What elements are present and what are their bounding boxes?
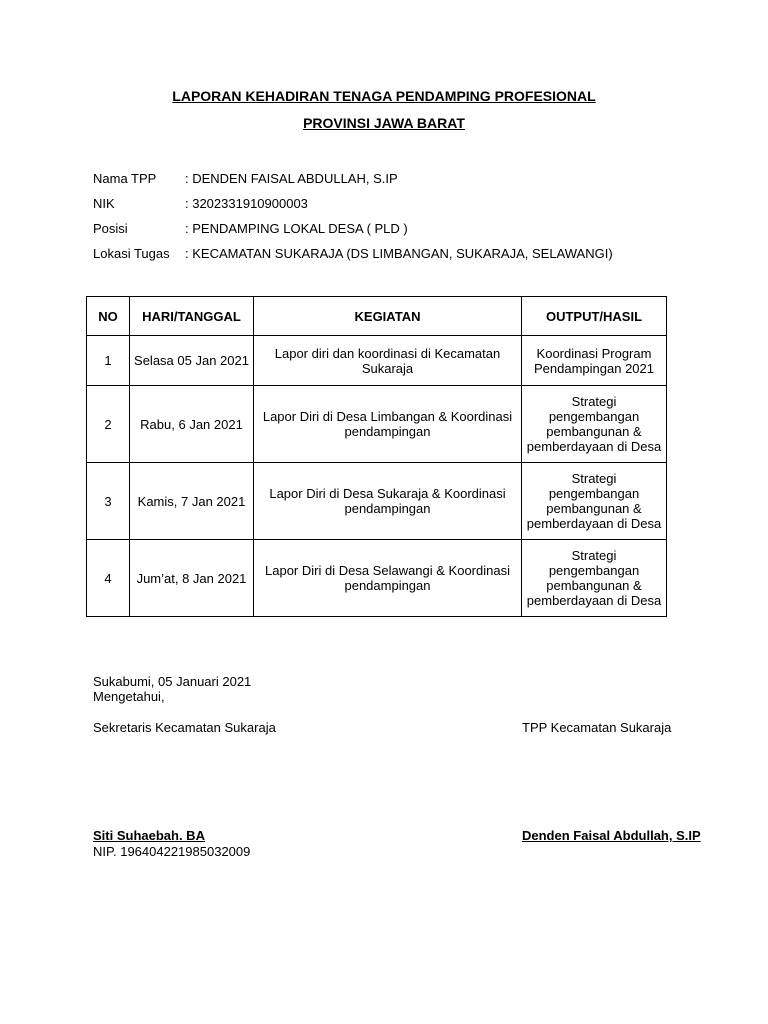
cell-kegiatan: Lapor Diri di Desa Selawangi & Koordinasi pendampingan	[254, 540, 522, 617]
lokasi-label: Lokasi Tugas	[93, 246, 170, 261]
posisi-label: Posisi	[93, 221, 128, 236]
right-signatory-role: TPP Kecamatan Sukaraja	[522, 720, 672, 735]
cell-no: 3	[87, 463, 130, 540]
cell-kegiatan: Lapor diri dan koordinasi di Kecamatan Sukaraja	[254, 336, 522, 386]
table-header-row	[87, 297, 667, 336]
lokasi-value: : KECAMATAN SUKARAJA (DS LIMBANGAN, SUKARAJA, SELAWANGI)	[185, 246, 613, 261]
nik-value: : 3202331910900003	[185, 196, 308, 211]
right-signatory-name: Denden Faisal Abdullah, S.IP	[522, 828, 701, 843]
table-row	[87, 463, 667, 540]
header-kegiatan: KEGIATAN	[254, 297, 522, 336]
posisi-value: : PENDAMPING LOKAL DESA ( PLD )	[185, 221, 408, 236]
header-no: NO	[87, 297, 130, 336]
info-posisi-row	[93, 221, 408, 236]
cell-output: Strategi pengembangan pembangunan & pemberdayaan di Desa	[522, 386, 667, 463]
nama-label: Nama TPP	[93, 171, 157, 186]
cell-no: 4	[87, 540, 130, 617]
left-signatory-role: Sekretaris Kecamatan Sukaraja	[93, 720, 276, 735]
document-title: LAPORAN KEHADIRAN TENAGA PENDAMPING PROFESIONAL	[172, 88, 596, 104]
header-hari-tanggal: HARI/TANGGAL	[130, 297, 254, 336]
place-date: Sukabumi, 05 Januari 2021	[93, 674, 252, 689]
cell-no: 2	[87, 386, 130, 463]
table-row	[87, 540, 667, 617]
cell-hari: Jum’at, 8 Jan 2021	[130, 540, 254, 617]
cell-kegiatan: Lapor Diri di Desa Sukaraja & Koordinasi pendampingan	[254, 463, 522, 540]
left-signatory-name: Siti Suhaebah. BA	[93, 828, 205, 843]
table-row	[87, 386, 667, 463]
table-row	[87, 336, 667, 386]
cell-hari: Selasa 05 Jan 2021	[130, 336, 254, 386]
cell-output: Koordinasi Program Pendampingan 2021	[522, 336, 667, 386]
cell-output: Strategi pengembangan pembangunan & pemberdayaan di Desa	[522, 540, 667, 617]
cell-no: 1	[87, 336, 130, 386]
attendance-table	[86, 296, 667, 617]
info-nama-row	[93, 171, 398, 186]
acknowledged-label: Mengetahui,	[93, 689, 165, 704]
nik-label: NIK	[93, 196, 115, 211]
cell-hari: Kamis, 7 Jan 2021	[130, 463, 254, 540]
nama-value: : DENDEN FAISAL ABDULLAH, S.IP	[185, 171, 398, 186]
cell-output: Strategi pengembangan pembangunan & pemberdayaan di Desa	[522, 463, 667, 540]
left-signatory-nip: NIP. 196404221985032009	[93, 844, 251, 859]
header-output-hasil: OUTPUT/HASIL	[522, 297, 667, 336]
cell-hari: Rabu, 6 Jan 2021	[130, 386, 254, 463]
info-lokasi-row	[93, 246, 613, 261]
document-subtitle: PROVINSI JAWA BARAT	[303, 115, 465, 131]
cell-kegiatan: Lapor Diri di Desa Limbangan & Koordinasi pendampingan	[254, 386, 522, 463]
info-nik-row	[93, 196, 308, 211]
